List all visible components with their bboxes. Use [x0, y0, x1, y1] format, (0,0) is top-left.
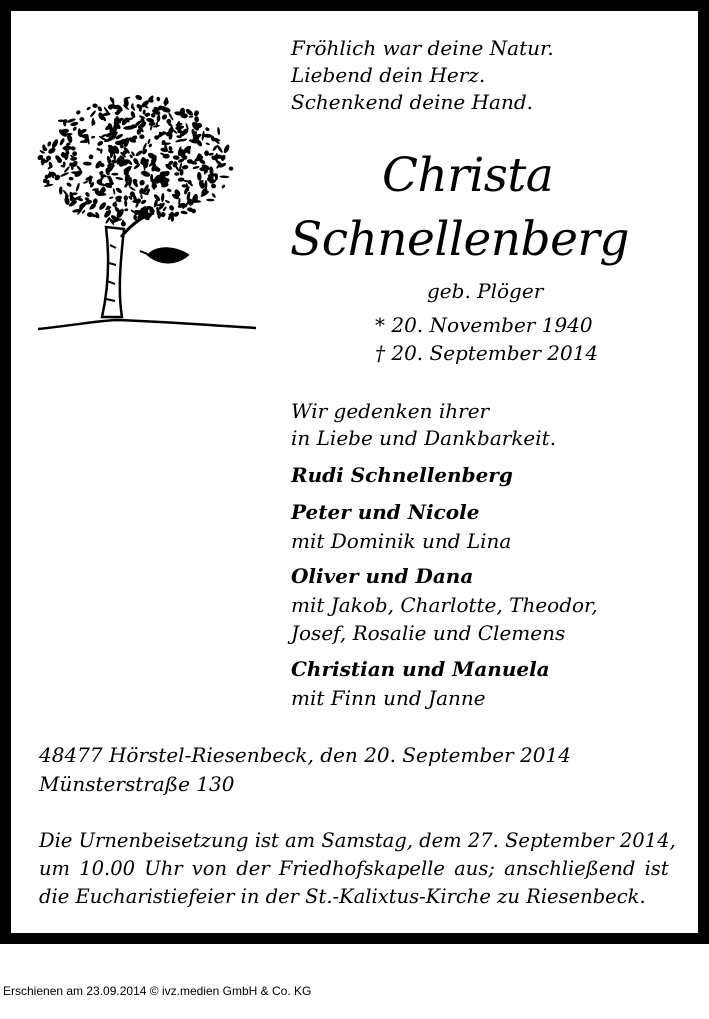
funeral-line: Die Urnenbeisetzung ist am Samstag, dem 27. September 2014,: [39, 829, 676, 852]
ground-line: [38, 320, 256, 329]
address-line: Münsterstraße 130: [39, 772, 235, 796]
tree-trunk: [102, 227, 124, 317]
first-name: Christa: [382, 148, 554, 203]
funeral-line: die Eucharistiefeier in der St.-Kalixtus-Kirche zu Riesenbeck.: [39, 885, 646, 908]
falling-leaf-icon: [140, 248, 188, 262]
tree-canopy: [37, 95, 234, 227]
address-line: 48477 Hörstel-Riesenbeck, den 20. September 2014: [39, 743, 571, 767]
publication-footer: Erschienen am 23.09.2014 © ivz.medien GmbH & Co. KG: [3, 984, 312, 998]
family-children: mit Jakob, Charlotte, Theodor,: [291, 593, 598, 617]
poem-line: Schenkend deine Hand.: [291, 90, 534, 114]
last-name: Schnellenberg: [290, 212, 629, 267]
funeral-line: um 10.00 Uhr von der Friedhofskapelle aus; anschließend ist: [39, 857, 669, 880]
family-names: Peter und Nicole: [291, 500, 480, 524]
tree-icon: [36, 95, 260, 335]
family-children: mit Dominik und Lina: [291, 529, 512, 553]
maiden-name: geb. Plöger: [427, 279, 544, 303]
family-names: Rudi Schnellenberg: [291, 463, 513, 487]
remembrance-line: in Liebe und Dankbarkeit.: [291, 426, 557, 450]
poem-line: Fröhlich war deine Natur.: [291, 36, 554, 60]
family-children: mit Finn und Janne: [291, 686, 486, 710]
family-names: Christian und Manuela: [291, 657, 550, 681]
birth-date: * 20. November 1940: [375, 313, 593, 337]
death-date: † 20. September 2014: [375, 341, 599, 365]
family-children: Josef, Rosalie und Clemens: [291, 621, 566, 645]
poem-line: Liebend dein Herz.: [291, 63, 486, 87]
family-names: Oliver und Dana: [291, 564, 474, 588]
remembrance-line: Wir gedenken ihrer: [291, 399, 490, 423]
